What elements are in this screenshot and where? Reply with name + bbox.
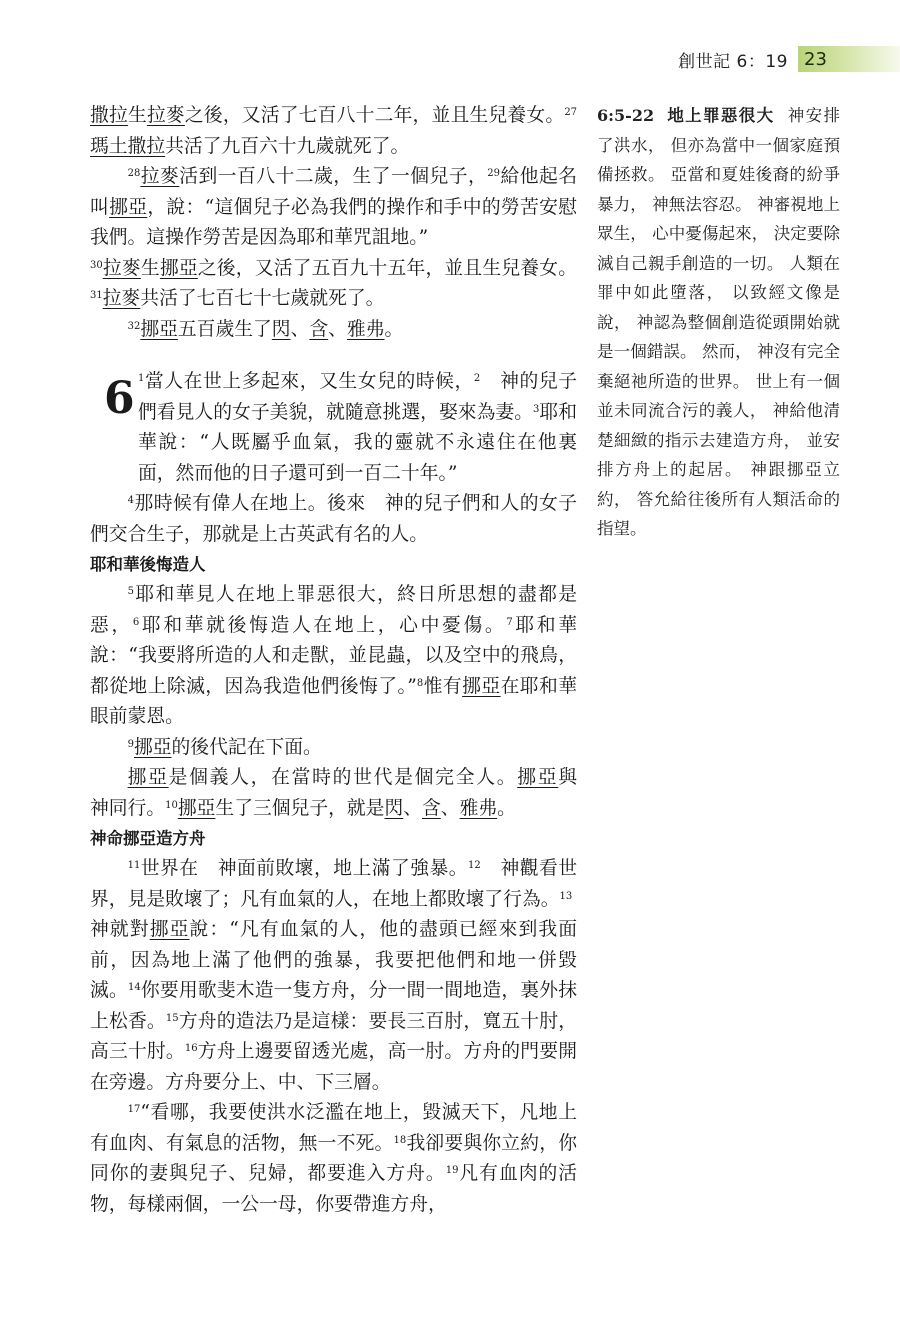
running-header <box>678 44 900 74</box>
study-note-column <box>597 101 840 544</box>
section-heading: 耶和華後悔造人 <box>90 555 206 574</box>
page-number-tab <box>798 46 900 72</box>
name-noah: 挪亞 <box>517 767 559 788</box>
verse-number: 3 <box>533 403 540 415</box>
verse-number: 15 <box>165 1012 179 1024</box>
verse-number: 13 <box>559 890 573 902</box>
name-noah: 挪亞 <box>177 797 216 819</box>
verse-number: 27 <box>564 107 578 118</box>
main-text-column <box>90 101 596 1220</box>
verse-number: 30 <box>90 259 103 271</box>
name-methuselah: 撒拉 <box>90 105 128 126</box>
verse-number: 6 <box>132 616 140 628</box>
study-note <box>597 101 840 544</box>
verse-number: 19 <box>445 1165 459 1176</box>
name-noah: 挪亞 <box>149 919 190 940</box>
verse-number: 17 <box>127 1104 141 1115</box>
verse-number: 29 <box>487 168 501 179</box>
verse-number: 8 <box>416 677 424 689</box>
paragraph-gen5-30-31: $^{30}$拉麥生挪亞之後，又活了五百九十五年，並且生兒養女。$^{31}$拉麥共活了七百七十七歲就死了。 <box>90 257 578 309</box>
verse-number: 14 <box>127 982 141 993</box>
paragraph-gen6-4: $^4$那時候有偉人在地上。後來 神的兒子們和人的女子們交合生子，那就是上古英武有名的人。 <box>90 493 577 545</box>
paragraph-gen5-26-27: 撒拉生拉麥之後，又活了七百八十二年，並且生兒養女。$^{27}$瑪土撒拉共活了九百六十九歲就死了。 <box>90 105 578 157</box>
chapter-6-opening <box>90 367 577 489</box>
paragraph-gen5-28-29: $^{28}$拉麥活到一百八十二歲，生了一個兒子，$^{29}$給他起名叫挪亞，說：“這個兒子必為我們的操作和手中的勞苦安慰我們。這操作勞苦是因為耶和華咒詛地。” <box>90 166 578 248</box>
page-number: 23 <box>804 48 827 70</box>
paragraph-gen6-11-16: $^{11}$世界在 神面前敗壞，地上滿了強暴。$^{12}$ 神觀看世界，見是敗壞了；凡有血氣的人，在地上都敗壞了行為。$^{13}$ 神就對挪亞說：“凡有血氣的人，他的盡頭已經來到我面前，因為地上滿了他們的強暴，我要把他們和地一併毀滅。$^{14}$你要用歌斐木造一隻方舟，分一間一間地造，裏外抹上松香。$^{15}$方舟的造法乃是這樣：要長三百肘，寬五十肘，高三十肘。$^{16}$方舟上邊要留透光處，高一肘。方舟的門要開在旁邊。方舟要分上、中、下三層。 <box>90 858 592 1093</box>
section-heading: 神命挪亞造方舟 <box>90 829 206 848</box>
note-body: 神安排了洪水， 但亦為當中一個家庭預備拯救。 亞當和夏娃後裔的紛爭暴力， 神無法容忍。 神審視地上眾生， 心中憂傷起來， 決定要除滅自己親手創造的一切。 人類在罪中如此墮落， 以致經文像是說， 神認為整個創造從頭開始就是一個錯誤。 然而， 神沒有完全棄絕祂所造的世界。 世上有一個並未同流合污的義人， 神給他清楚細緻的指示去建造方舟， 並安排方舟上的起居。 神跟挪亞立約， 答允給往後所有人類活命的指望。 <box>597 106 841 538</box>
note-reference: 6:5-22 <box>597 106 655 125</box>
name-shem: 閃 <box>384 797 404 819</box>
name-lamech: 拉麥 <box>140 166 180 187</box>
paragraph-gen6-9a: $^9$挪亞的後代記在下面。 <box>127 736 322 758</box>
name-noah: 挪亞 <box>140 318 178 340</box>
name-lamech: 拉麥 <box>146 105 185 126</box>
name-japheth: 雅弗 <box>346 318 385 340</box>
verse-number: 16 <box>184 1043 198 1054</box>
name-japheth: 雅弗 <box>459 797 498 819</box>
verse-number: 12 <box>468 860 481 871</box>
verse-number: 18 <box>393 1134 407 1146</box>
verse-number: 4 <box>127 495 134 506</box>
name-ham: 含 <box>422 797 441 819</box>
paragraph-gen6-5-8: $^5$耶和華見人在地上罪惡很大，終日所思想的盡都是惡，$^6$耶和華就後悔造人在地上，心中憂傷。$^7$耶和華說：“我要將所造的人和走獸，並昆蟲，以及空中的飛鳥，都從地上除滅，因為我造他們後悔了。”$^8$惟有挪亞在耶和華眼前蒙恩。 <box>90 584 578 727</box>
name-noah: 挪亞 <box>159 257 198 279</box>
verse-number: 31 <box>90 290 103 301</box>
name-noah: 挪亞 <box>133 736 172 758</box>
verse-number: 11 <box>127 860 141 871</box>
verse-number: 9 <box>127 738 134 750</box>
name-noah: 挪亞 <box>127 767 169 788</box>
verse-number: 1 <box>138 373 145 384</box>
chapter-spacer <box>90 345 577 367</box>
name-shem: 閃 <box>271 318 291 340</box>
note-title: 地上罪惡很大 <box>667 106 775 125</box>
verse-number: 32 <box>127 320 141 332</box>
chapter-number: 6 <box>104 373 135 424</box>
name-lamech: 拉麥 <box>102 288 141 309</box>
verse-number: 10 <box>165 799 178 811</box>
name-noah: 挪亞 <box>109 196 148 218</box>
verse-number: 28 <box>127 168 141 179</box>
verse-number: 7 <box>506 616 513 628</box>
name-ham: 含 <box>309 318 329 340</box>
paragraph-gen6-9b-10: 挪亞是個義人，在當時的世代是個完全人。挪亞與 神同行。$^{10}$挪亞生了三個兒子，就是閃、含、雅弗。 <box>90 767 596 819</box>
paragraph-gen6-17-19: $^{17}$“看哪，我要使洪水泛濫在地上，毀滅天下，凡地上有血肉、有氣息的活物，無一不死。$^{18}$我卻要與你立約，你同你的妻與兒子、兒婦，都要進入方舟。$^{19}$凡有血肉的活物，每樣兩個，一公一母，你要帶進方舟， <box>90 1102 578 1215</box>
name-lamech: 拉麥 <box>102 257 141 279</box>
verse-number: 2 <box>473 373 481 384</box>
paragraph-gen6-1-3a: $^1$當人在世上多起來，又生女兒的時候，$^2$ 神的兒子們看見人的女子美貌，就隨意挑選，娶來為妻。$^3$耶和華說：“人既屬乎血氣，我的靈就不永遠住在他裏面，然而他的日子還可到一百二十年。” <box>138 371 578 484</box>
book-reference: 創世記 6：19 <box>678 51 788 72</box>
name-methuselah-full: 瑪土撒拉 <box>90 135 166 157</box>
verse-number: 5 <box>127 586 134 597</box>
paragraph-gen5-32: $^{32}$挪亞五百歲生了閃、含、雅弗。 <box>127 318 404 340</box>
name-noah: 挪亞 <box>462 675 501 697</box>
